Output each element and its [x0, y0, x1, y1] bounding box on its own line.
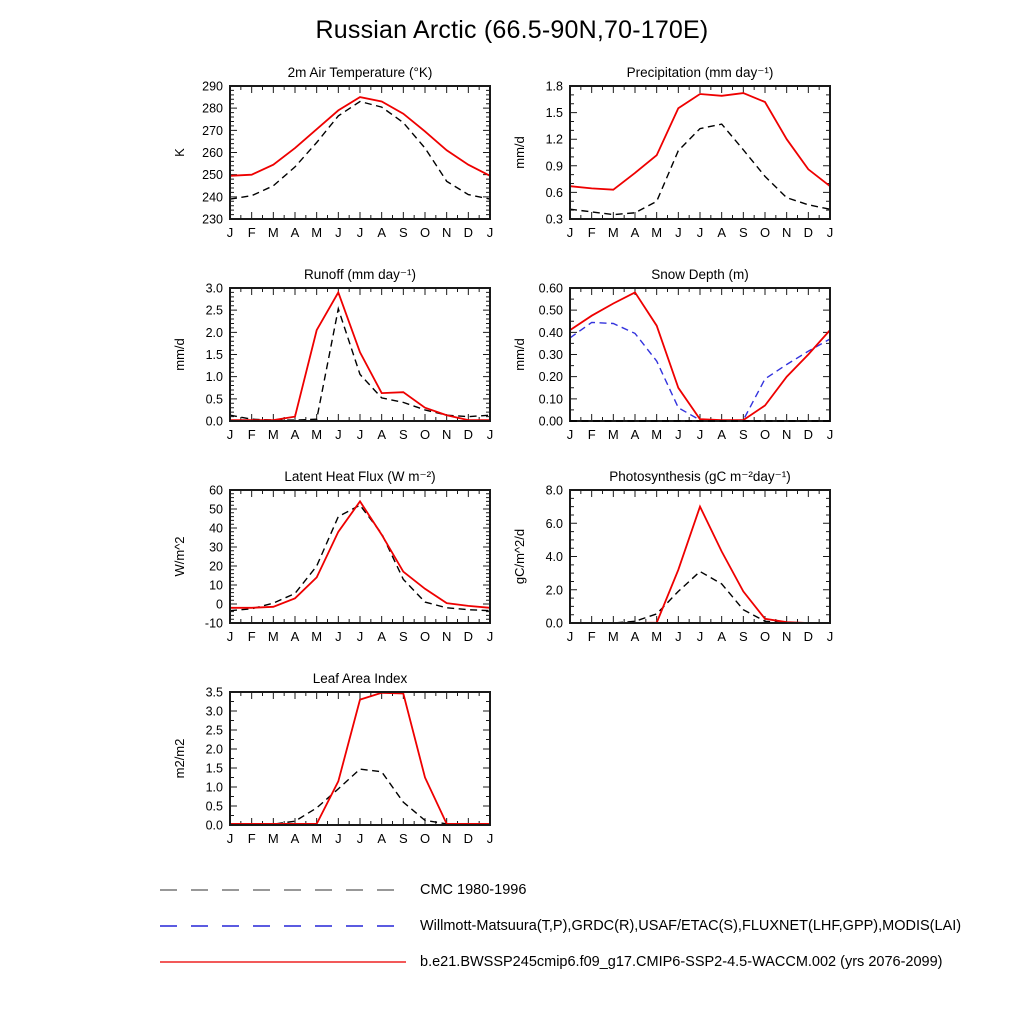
y-tick-label: 250	[202, 168, 223, 183]
x-tick-label: J	[226, 629, 234, 644]
x-tick-label: M	[651, 225, 663, 240]
x-tick-label: N	[781, 629, 792, 644]
y-tick-label: 0.0	[205, 818, 223, 833]
x-tick-label: J	[675, 225, 682, 240]
y-tick-label: 2.0	[205, 742, 223, 757]
series-line-model	[570, 292, 830, 420]
legend-label: b.e21.BWSSP245cmip6.f09_g17.CMIP6-SSP2-4.5-WACCM.002 (yrs 2076-2099)	[420, 954, 943, 970]
chart-air-temperature	[168, 62, 508, 254]
x-tick-label: J	[356, 427, 364, 442]
x-tick-label: S	[398, 629, 408, 644]
x-tick-label: M	[651, 629, 663, 644]
y-tick-label: 2.0	[205, 325, 223, 340]
y-tick-label: 30	[209, 540, 223, 555]
y-tick-label: 20	[209, 559, 223, 574]
x-tick-label: J	[356, 225, 364, 240]
chart-photosynthesis	[508, 466, 848, 658]
x-tick-label: D	[463, 225, 474, 240]
x-tick-label: N	[441, 225, 452, 240]
y-tick-label: 8.0	[545, 483, 563, 498]
chart-svg-snow-depth	[508, 264, 848, 456]
y-axis-label-air-temperature: K	[172, 148, 187, 157]
plot-frame	[230, 288, 490, 421]
series-line-cmc	[230, 309, 490, 420]
y-tick-label: 1.5	[205, 761, 223, 776]
x-tick-label: J	[826, 427, 834, 442]
x-tick-label: A	[630, 427, 640, 442]
y-tick-label: 270	[202, 123, 223, 138]
x-tick-label: J	[335, 831, 342, 846]
x-tick-label: J	[335, 629, 342, 644]
y-axis-label-precipitation: mm/d	[512, 136, 527, 169]
chart-svg-leaf-area-index	[168, 668, 508, 860]
y-tick-label: 2.5	[205, 303, 223, 318]
y-tick-label: 4.0	[545, 550, 563, 564]
y-tick-label: 3.0	[205, 704, 223, 719]
x-tick-label: A	[377, 427, 387, 442]
y-axis-label-photosynthesis: gC/m^2/d	[512, 528, 527, 585]
axis-ticks	[570, 490, 830, 623]
y-tick-label: 280	[202, 101, 223, 116]
x-tick-label: J	[826, 629, 834, 644]
axis-ticks	[570, 288, 830, 421]
x-tick-label: M	[607, 225, 619, 240]
y-tick-label: 240	[202, 190, 223, 205]
x-tick-label: S	[398, 225, 408, 240]
x-tick-label: M	[311, 629, 323, 644]
x-tick-label: D	[803, 225, 814, 240]
x-tick-label: J	[566, 629, 574, 644]
chart-svg-runoff	[168, 264, 508, 456]
y-tick-label: 2.5	[205, 723, 223, 738]
y-tick-label: 0.60	[538, 281, 563, 296]
y-tick-label: 0.50	[538, 303, 563, 318]
x-tick-label: F	[247, 427, 256, 442]
x-tick-label: M	[267, 831, 279, 846]
chart-svg-photosynthesis	[508, 466, 848, 658]
series-line-model	[230, 292, 490, 420]
chart-latent-heat-flux	[168, 466, 508, 658]
x-tick-label: J	[486, 629, 494, 644]
y-tick-label: 1.8	[545, 79, 563, 94]
y-tick-label: 50	[209, 502, 223, 517]
legend-item-model	[158, 944, 961, 980]
x-tick-label: A	[717, 427, 727, 442]
y-axis-label-runoff: mm/d	[172, 338, 187, 371]
x-tick-label: J	[335, 225, 342, 240]
x-tick-label: A	[290, 427, 300, 442]
x-tick-label: D	[463, 427, 474, 442]
x-tick-label: D	[803, 427, 814, 442]
plot-frame	[230, 692, 490, 825]
x-tick-label: A	[630, 225, 640, 240]
x-tick-label: O	[759, 629, 771, 644]
x-tick-label: J	[696, 427, 704, 442]
x-tick-label: D	[803, 629, 814, 644]
y-tick-label: 290	[202, 79, 223, 94]
y-axis-label-leaf-area-index: m2/m2	[172, 738, 187, 779]
y-tick-label: 0.0	[205, 414, 223, 429]
x-tick-label: M	[607, 427, 619, 442]
x-tick-label: J	[356, 629, 364, 644]
series-line-model	[230, 501, 490, 607]
x-tick-label: J	[486, 427, 494, 442]
x-tick-label: A	[290, 225, 300, 240]
x-tick-label: N	[781, 225, 792, 240]
x-tick-label: M	[607, 629, 619, 644]
chart-svg-precipitation	[508, 62, 848, 254]
chart-title-air-temperature: 2m Air Temperature (°K)	[287, 65, 433, 80]
chart-title-precipitation: Precipitation (mm day⁻¹)	[626, 65, 774, 80]
x-tick-label: F	[587, 629, 596, 644]
y-tick-label: 1.0	[205, 370, 223, 385]
page-title: Russian Arctic (66.5-90N,70-170E)	[315, 16, 709, 44]
x-tick-label: S	[398, 831, 408, 846]
plot-frame	[570, 288, 830, 421]
x-tick-label: M	[651, 427, 663, 442]
x-tick-label: J	[826, 225, 834, 240]
x-tick-label: A	[290, 831, 300, 846]
x-tick-label: F	[247, 629, 256, 644]
x-tick-label: S	[398, 427, 408, 442]
y-tick-label: 3.5	[205, 685, 223, 700]
x-tick-label: M	[311, 225, 323, 240]
y-tick-label: 0.9	[545, 159, 563, 174]
x-tick-label: S	[738, 225, 748, 240]
x-tick-label: J	[356, 831, 364, 846]
x-tick-label: J	[675, 629, 682, 644]
x-tick-label: O	[419, 831, 431, 846]
y-tick-label: 0.20	[538, 370, 563, 385]
x-tick-label: F	[587, 225, 596, 240]
x-tick-label: M	[311, 427, 323, 442]
x-tick-label: A	[717, 629, 727, 644]
x-tick-label: O	[419, 427, 431, 442]
x-tick-label: O	[419, 225, 431, 240]
y-tick-label: 260	[202, 146, 223, 160]
x-tick-label: J	[486, 225, 494, 240]
series-line-model	[230, 693, 490, 824]
y-tick-label: 1.5	[545, 106, 563, 121]
x-tick-label: A	[717, 225, 727, 240]
series-line-model	[230, 97, 490, 176]
series-line-cmc	[230, 769, 490, 825]
series-line-cmc	[570, 572, 830, 624]
chart-runoff	[168, 264, 508, 456]
chart-snow-depth	[508, 264, 848, 456]
series-line-model	[570, 507, 830, 623]
x-tick-label: J	[335, 427, 342, 442]
y-tick-label: 1.0	[205, 780, 223, 795]
x-tick-label: J	[566, 427, 574, 442]
legend	[158, 872, 961, 980]
chart-precipitation	[508, 62, 848, 254]
x-tick-label: J	[696, 225, 704, 240]
y-tick-label: 0.0	[545, 616, 563, 631]
x-tick-label: N	[781, 427, 792, 442]
x-tick-label: A	[377, 225, 387, 240]
series-line-cmc	[230, 505, 490, 611]
x-tick-label: J	[226, 831, 234, 846]
y-tick-label: 0.40	[538, 325, 563, 340]
y-tick-label: -10	[204, 616, 223, 631]
y-tick-label: 0.30	[538, 348, 563, 362]
x-tick-label: J	[226, 427, 234, 442]
y-tick-label: 0.3	[545, 212, 563, 227]
chart-title-latent-heat-flux: Latent Heat Flux (W m⁻²)	[284, 469, 436, 484]
plot-frame	[570, 490, 830, 623]
y-tick-label: 60	[209, 483, 223, 498]
y-tick-label: 3.0	[205, 281, 223, 296]
x-tick-label: A	[377, 831, 387, 846]
x-tick-label: S	[738, 629, 748, 644]
axis-ticks	[230, 288, 490, 421]
y-tick-label: 40	[209, 521, 223, 536]
y-tick-label: 0	[216, 597, 223, 612]
series-line-cmc	[230, 102, 490, 200]
series-line-model	[570, 93, 830, 190]
x-tick-label: F	[587, 427, 596, 442]
y-axis-label-snow-depth: mm/d	[512, 338, 527, 371]
x-tick-label: D	[463, 629, 474, 644]
x-tick-label: A	[290, 629, 300, 644]
y-tick-label: 0.5	[205, 392, 223, 407]
axis-ticks	[230, 692, 490, 825]
x-tick-label: O	[419, 629, 431, 644]
y-tick-label: 0.00	[538, 414, 563, 429]
legend-line-solid-icon	[158, 959, 408, 965]
chart-svg-latent-heat-flux	[168, 466, 508, 658]
x-tick-label: J	[486, 831, 494, 846]
legend-item-cmc	[158, 872, 961, 908]
y-tick-label: 0.5	[205, 799, 223, 814]
y-tick-label: 1.5	[205, 348, 223, 362]
x-tick-label: A	[377, 629, 387, 644]
chart-leaf-area-index	[168, 668, 508, 860]
chart-title-photosynthesis: Photosynthesis (gC m⁻²day⁻¹)	[609, 469, 791, 484]
x-tick-label: N	[441, 831, 452, 846]
y-tick-label: 2.0	[545, 583, 563, 598]
x-tick-label: S	[738, 427, 748, 442]
x-tick-label: J	[675, 427, 682, 442]
y-tick-label: 230	[202, 212, 223, 227]
y-tick-label: 6.0	[545, 516, 563, 531]
legend-item-obs	[158, 908, 961, 944]
x-tick-label: M	[267, 225, 279, 240]
x-tick-label: M	[311, 831, 323, 846]
y-tick-label: 1.2	[545, 132, 563, 147]
y-tick-label: 10	[209, 578, 223, 593]
legend-line-dashed-icon	[158, 923, 408, 929]
legend-label: CMC 1980-1996	[420, 882, 527, 898]
x-tick-label: A	[630, 629, 640, 644]
series-line-cmc	[570, 124, 830, 215]
x-tick-label: D	[463, 831, 474, 846]
x-tick-label: N	[441, 427, 452, 442]
x-tick-label: N	[441, 629, 452, 644]
x-tick-label: M	[267, 427, 279, 442]
x-tick-label: J	[566, 225, 574, 240]
x-tick-label: O	[759, 427, 771, 442]
chart-title-leaf-area-index: Leaf Area Index	[312, 671, 408, 686]
y-tick-label: 0.10	[538, 392, 563, 407]
x-tick-label: F	[247, 225, 256, 240]
legend-label: Willmott-Matsuura(T,P),GRDC(R),USAF/ETAC(S),FLUXNET(LHF,GPP),MODIS(LAI)	[420, 918, 962, 934]
x-tick-label: M	[267, 629, 279, 644]
chart-title-runoff: Runoff (mm day⁻¹)	[304, 267, 416, 282]
x-tick-label: F	[247, 831, 256, 846]
x-tick-label: J	[226, 225, 234, 240]
legend-line-dashed-icon	[158, 887, 408, 893]
x-tick-label: O	[759, 225, 771, 240]
chart-svg-air-temperature	[168, 62, 508, 254]
x-tick-label: J	[696, 629, 704, 644]
y-axis-label-latent-heat-flux: W/m^2	[172, 536, 187, 577]
y-tick-label: 0.6	[545, 185, 563, 200]
chart-title-snow-depth: Snow Depth (m)	[651, 267, 749, 282]
